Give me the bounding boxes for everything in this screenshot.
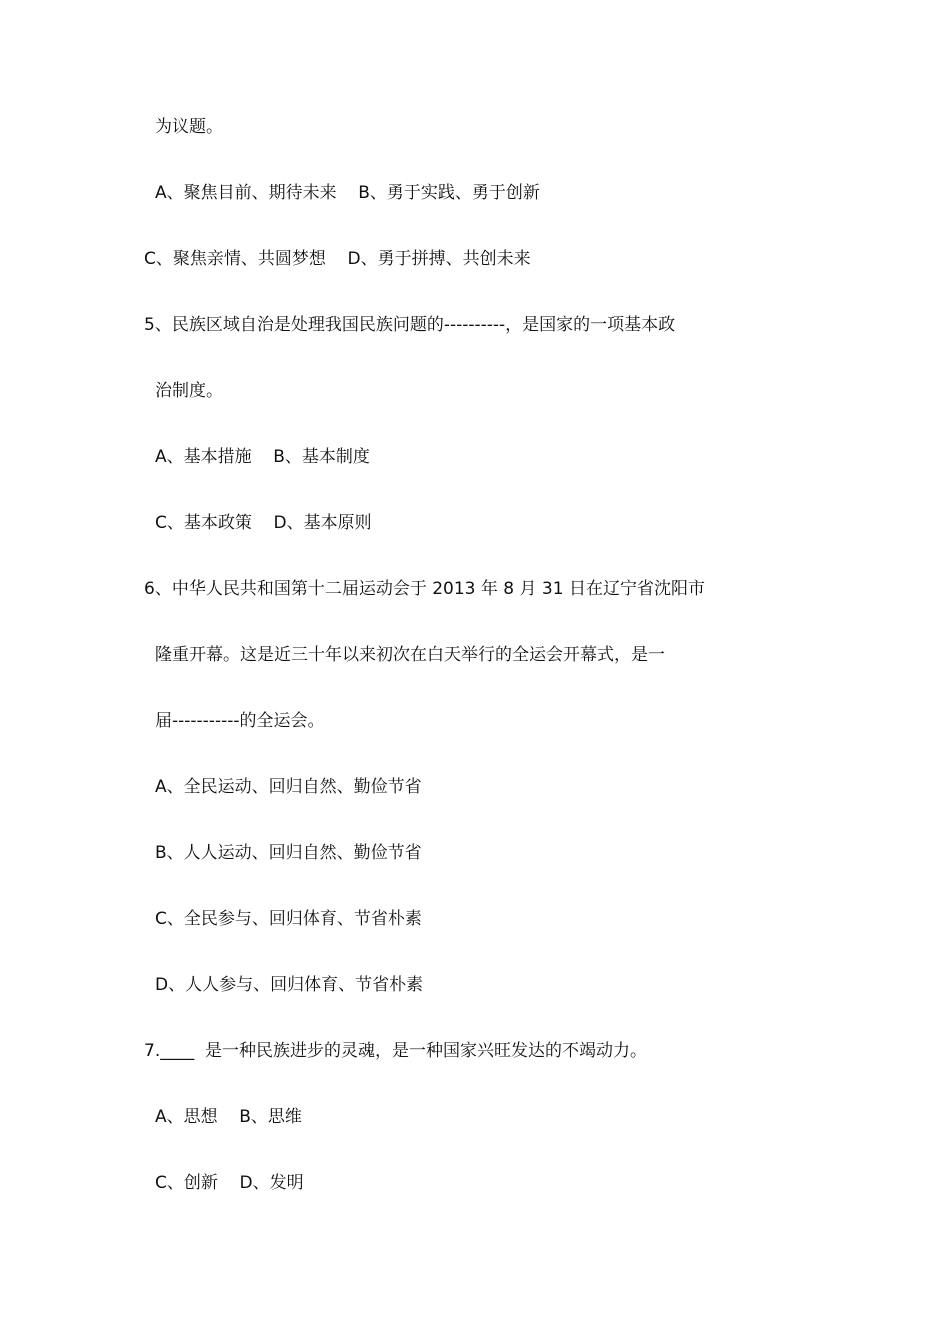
question-4-options-ab: A、聚焦目前、期待未来 B、勇于实践、勇于创新 xyxy=(155,183,540,203)
question-7-options-cd: C、创新 D、发明 xyxy=(155,1173,304,1193)
question-6-option-a: A、全民运动、回归自然、勤俭节省 xyxy=(155,777,422,797)
question-6-continuation-2: 届-----------的全运会。 xyxy=(155,711,325,731)
question-6-text: 6、中华人民共和国第十二届运动会于 2013 年 8 月 31 日在辽宁省沈阳市 xyxy=(144,579,705,599)
question-7-options-ab: A、思想 B、思维 xyxy=(155,1107,302,1127)
question-4-continuation: 为议题。 xyxy=(155,117,223,137)
question-7-text: 7.____ 是一种民族进步的灵魂，是一种国家兴旺发达的不竭动力。 xyxy=(144,1041,648,1061)
question-5-continuation: 治制度。 xyxy=(155,381,223,401)
question-5-options-ab: A、基本措施 B、基本制度 xyxy=(155,447,370,467)
question-5-options-cd: C、基本政策 D、基本原则 xyxy=(155,513,372,533)
question-6-option-c: C、全民参与、回归体育、节省朴素 xyxy=(155,909,422,929)
question-6-continuation-1: 隆重开幕。这是近三十年以来初次在白天举行的全运会开幕式，是一 xyxy=(155,645,665,665)
question-4-options-cd: C、聚焦亲情、共圆梦想 D、勇于拼搏、共创未来 xyxy=(144,249,531,269)
question-6-option-b: B、人人运动、回归自然、勤俭节省 xyxy=(155,843,422,863)
question-5-text: 5、民族区域自治是处理我国民族问题的----------，是国家的一项基本政 xyxy=(144,315,676,335)
question-6-option-d: D、人人参与、回归体育、节省朴素 xyxy=(155,975,424,995)
